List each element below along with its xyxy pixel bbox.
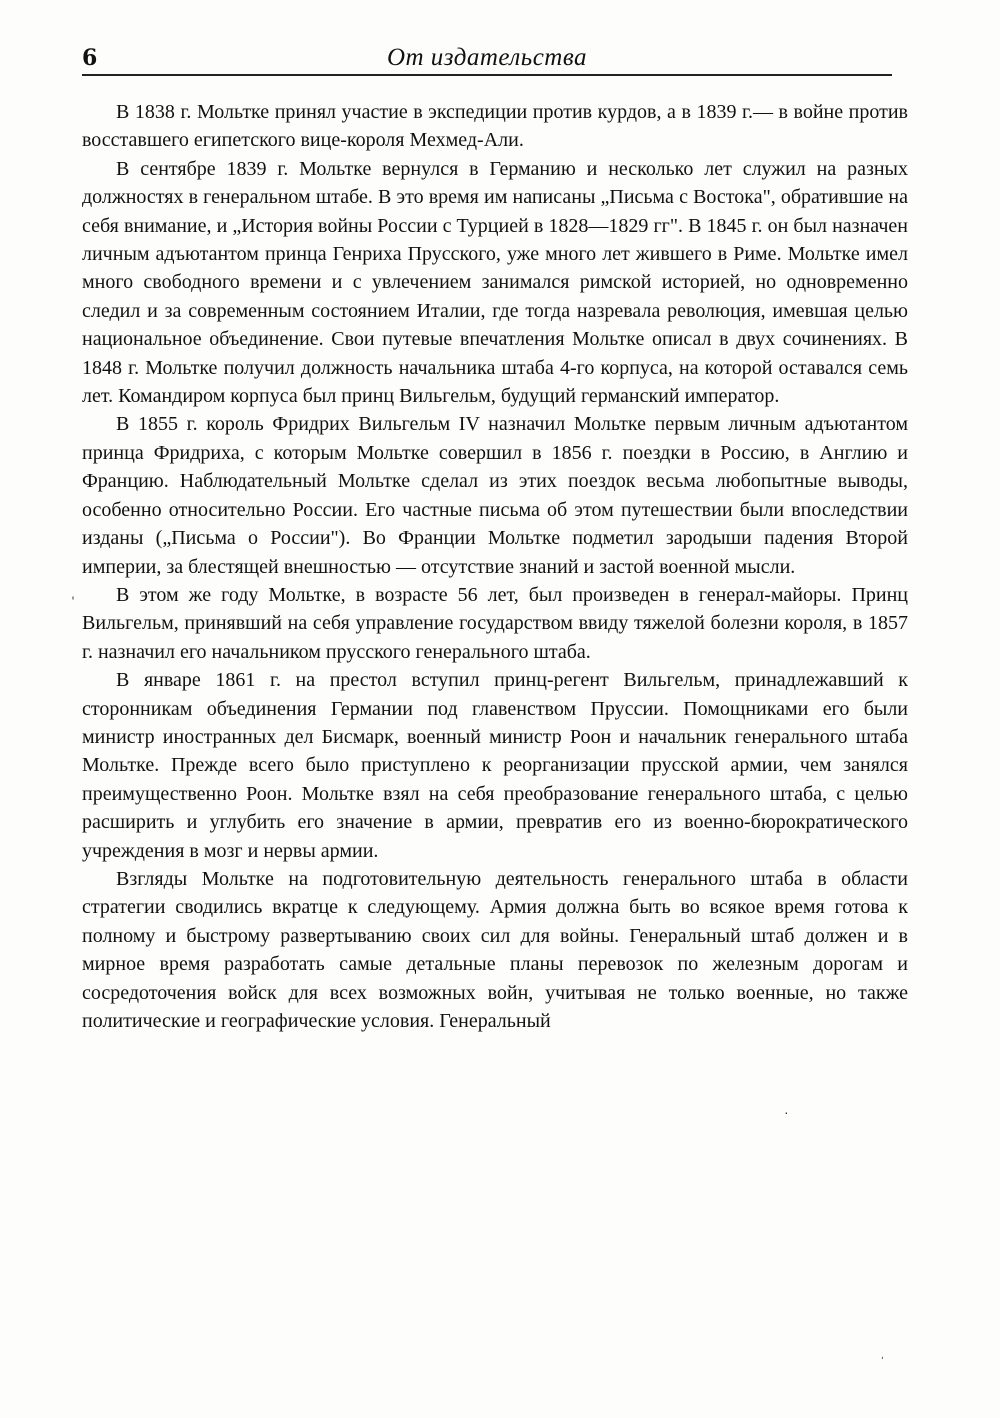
margin-tick-mark: ˈ	[70, 594, 76, 614]
running-title: От издательства	[386, 44, 588, 71]
margin-dot-mark: ·	[784, 1104, 789, 1120]
paragraph-2: В сентябре 1839 г. Мольтке вернулся в Германию и несколько лет служил на разных должностях в генеральном штабе. В это время им написаны „Письма с Востока", обратившие на себя внимание, и „История войны России с Турцией в 1828—1829 гг". В 1845 г. он был назначен личным адъютантом принца Генриха Прусского, уже много лет жившего в Риме. Мольтке имел много свободного времени и с увлечением занимался римской историей, но одновременно следил и за современным состоянием Италии, где тогда назревала революция, имевшая целью национальное объединение. Свои путевые впечатления Мольтке описал в двух сочинениях. В 1848 г. Мольтке получил должность начальника штаба 4-го корпуса, на которой оставался семь лет. Командиром корпуса был принц Вильгельм, будущий германский император.	[82, 157, 908, 408]
paragraph-6: Взгляды Мольтке на подготовительную деятельность генерального штаба в области стратегии сводились вкратце к следующему. Армия должна быть во всякое время готова к полному и быстрому развертыванию своих сил для войны. Генеральный штаб должен и в мирное время разработать самые детальные планы перевозок по железным дорогам и сосредоточения войск для всех возможных войн, учитывая не только военные, но также политические и географические условия. Генеральный	[82, 867, 908, 1032]
paragraph-1: В 1838 г. Мольтке принял участие в экспедиции против курдов, а в 1839 г.— в войне против восставшего египетского вице-короля Мехмед-Али.	[82, 101, 908, 152]
paragraph-4: В этом же году Мольтке, в возрасте 56 лет, был произведен в генерал-майоры. Принц Вильгельм, принявший на себя управление государством ввиду тяжелой болезни короля, в 1857 г. назначил его начальником прусского генерального штаба.	[82, 583, 908, 663]
body-text	[82, 98, 908, 1035]
page-number: 6	[82, 45, 98, 71]
header-rule	[82, 74, 892, 76]
paragraph-3: В 1855 г. король Фридрих Вильгельм IV назначил Мольтке первым личным адъютантом принца Фридриха, с которым Мольтке совершил в 1856 г. поездки в Россию, в Англию и Францию. Наблюдательный Мольтке сделал из этих поездок весьма любопытные выводы, особенно относительно России. Его частные письма об этом путешествии были впоследствии изданы („Письма о России"). Во Франции Мольтке подметил зародыши падения Второй империи, за блестящей внешностью — отсутствие знаний и застой военной мысли.	[82, 413, 908, 578]
paragraph-5: В январе 1861 г. на престол вступил принц-регент Вильгельм, принадлежавший к сторонникам объединения Германии под главенством Пруссии. Помощниками его были министр иностранных дел Бисмарк, военный министр Роон и начальник генерального штаба Мольтке. Прежде всего было приступлено к реорганизации прусской армии, чем занялся преимущественно Роон. Мольтке взял на себя преобразование генерального штаба, с целью расширить и углубить его значение в армии, превратив его из военно-бюрократического учреждения в мозг и нервы армии.	[82, 669, 908, 862]
page-header	[82, 44, 892, 74]
margin-tick-mark-bottom: ˈ	[880, 1354, 885, 1370]
